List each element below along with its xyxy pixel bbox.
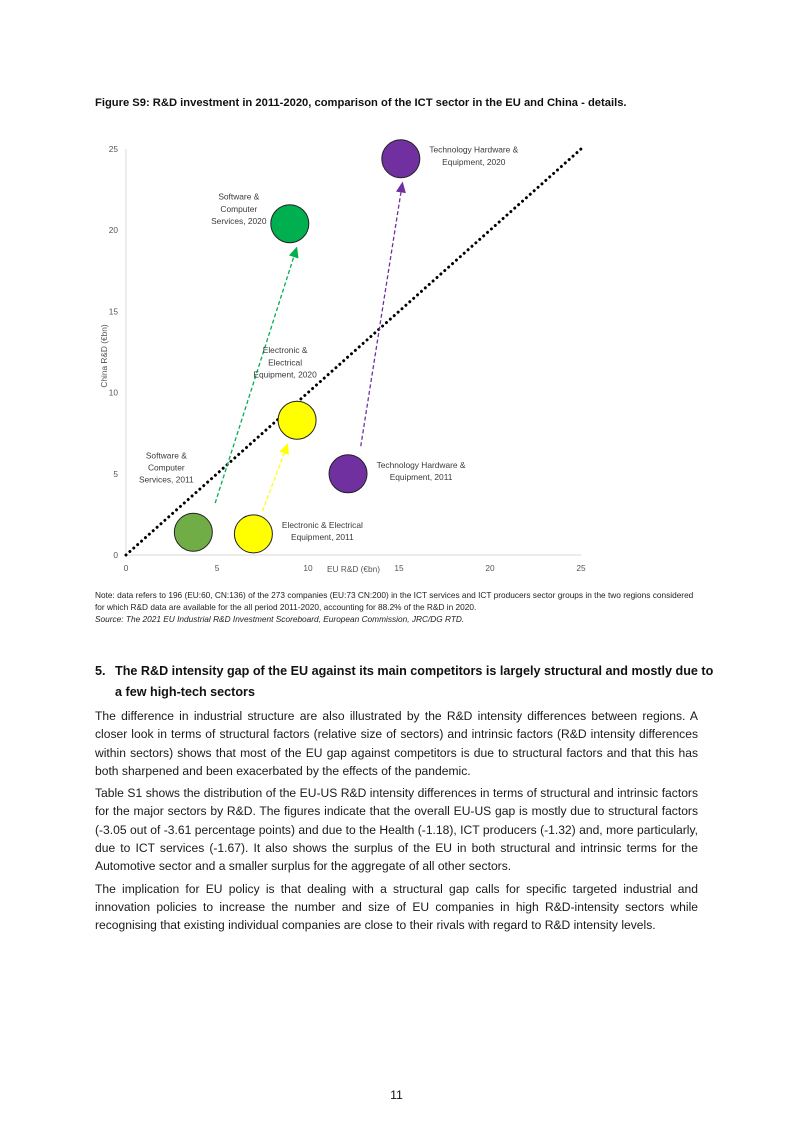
data-label-el-2020: Electronic & Electrical Equipment, 2020 <box>253 345 317 380</box>
figure-note <box>95 589 705 625</box>
data-label-th-2020: Technology Hardware & Equipment, 2020 <box>429 144 519 167</box>
data-label-el-2011: Electronic & Electrical Equipment, 2011 <box>281 519 363 543</box>
note-source: Source: The 2021 EU Industrial R&D Investment Scoreboard, European Commission, JRC/DG RTD. <box>95 614 465 624</box>
x-tick-label: 0 <box>123 563 129 573</box>
y-tick-label: 20 <box>108 225 118 236</box>
data-point-sw-2020 <box>271 205 309 243</box>
diagonal-reference-line <box>126 149 581 555</box>
data-point-th-2011 <box>329 455 367 493</box>
arrow-head <box>289 246 299 258</box>
data-point-th-2020 <box>382 140 420 178</box>
paragraph: Table S1 shows the distribution of the EU-US R&D intensity differences in terms of structural and intrinsic factors for the major sectors by R&D. The figures indicate that the overall EU-US gap is mostly due to structural factors (-3.05 out of -3.61 percentage points) and due to the Health (-1.18), ICT producers (-1.32) and, more particularly, due to ICT services (-1.67). It also shows the surplus of the EU in both structural and intrinsic terms for the Automotive sector and a smaller surplus for the aggregate of all other sectors. <box>95 786 698 874</box>
figure-title: Figure S9: R&D investment in 2011-2020, comparison of the ICT sector in the EU and China - details. <box>95 97 627 109</box>
y-tick-label: 25 <box>108 144 118 154</box>
note-text: Note: data refers to 196 (EU:60, CN:136) of the 273 companies (EU:73 CN:200) in the ICT services and ICT producers sector groups in the two regions considered for which R&D data are available for the all period 2011-2020, accounting for 88.2% of the R&D in 2020. <box>95 590 694 612</box>
y-axis-label: China R&D (€bn) <box>99 324 109 388</box>
section-heading <box>95 661 720 703</box>
x-tick-label: 20 <box>485 563 495 573</box>
data-point-el-2011 <box>234 515 272 553</box>
page-number: 11 <box>390 1088 403 1102</box>
y-tick-label: 15 <box>108 306 118 317</box>
arrow-head <box>279 443 288 455</box>
scatter-chart <box>95 138 615 578</box>
body-text <box>95 707 698 939</box>
x-tick-label: 10 <box>303 563 313 573</box>
trajectory-arrow <box>361 192 401 446</box>
y-tick-label: 10 <box>108 387 118 398</box>
data-label-sw-2020: Software & Computer Services, 2020 <box>211 191 267 227</box>
paragraph: The implication for EU policy is that dealing with a structural gap calls for specific targeted industrial and innovation policies to increase the number and size of EU companies in high R&D-intensity sectors while recognising that existing individual companies are close to their rivals with regard to R&D intensity levels. <box>95 881 698 933</box>
section-heading-text: The R&D intensity gap of the EU against its main competitors is largely structural and mostly due to a few high-tech sectors <box>115 664 714 699</box>
data-label-sw-2011: Software & Computer Services, 2011 <box>138 450 194 485</box>
paragraph: The difference in industrial structure are also illustrated by the R&D intensity differences between regions. A closer look in terms of structural factors (relative size of sectors) and intrinsic factors (R&D intensity differences within sectors) shows that most of the EU gap against competitors is due to structural factors and that this has both sharpened and been exacerbated by the effects of the pandemic. <box>95 709 698 778</box>
trajectory-arrow <box>263 453 285 511</box>
data-point-sw-2011 <box>174 513 212 551</box>
data-point-el-2020 <box>278 401 316 439</box>
y-tick-label: 5 <box>113 468 118 479</box>
x-tick-label: 25 <box>576 563 586 573</box>
arrow-head <box>396 181 406 193</box>
x-axis-label: EU R&D (€bn) <box>327 564 381 574</box>
x-tick-label: 15 <box>394 563 404 573</box>
section-number: 5. <box>95 664 106 678</box>
x-tick-label: 5 <box>214 563 220 573</box>
data-label-th-2011: Technology Hardware & Equipment, 2011 <box>376 459 466 482</box>
y-tick-label: 0 <box>113 550 118 560</box>
